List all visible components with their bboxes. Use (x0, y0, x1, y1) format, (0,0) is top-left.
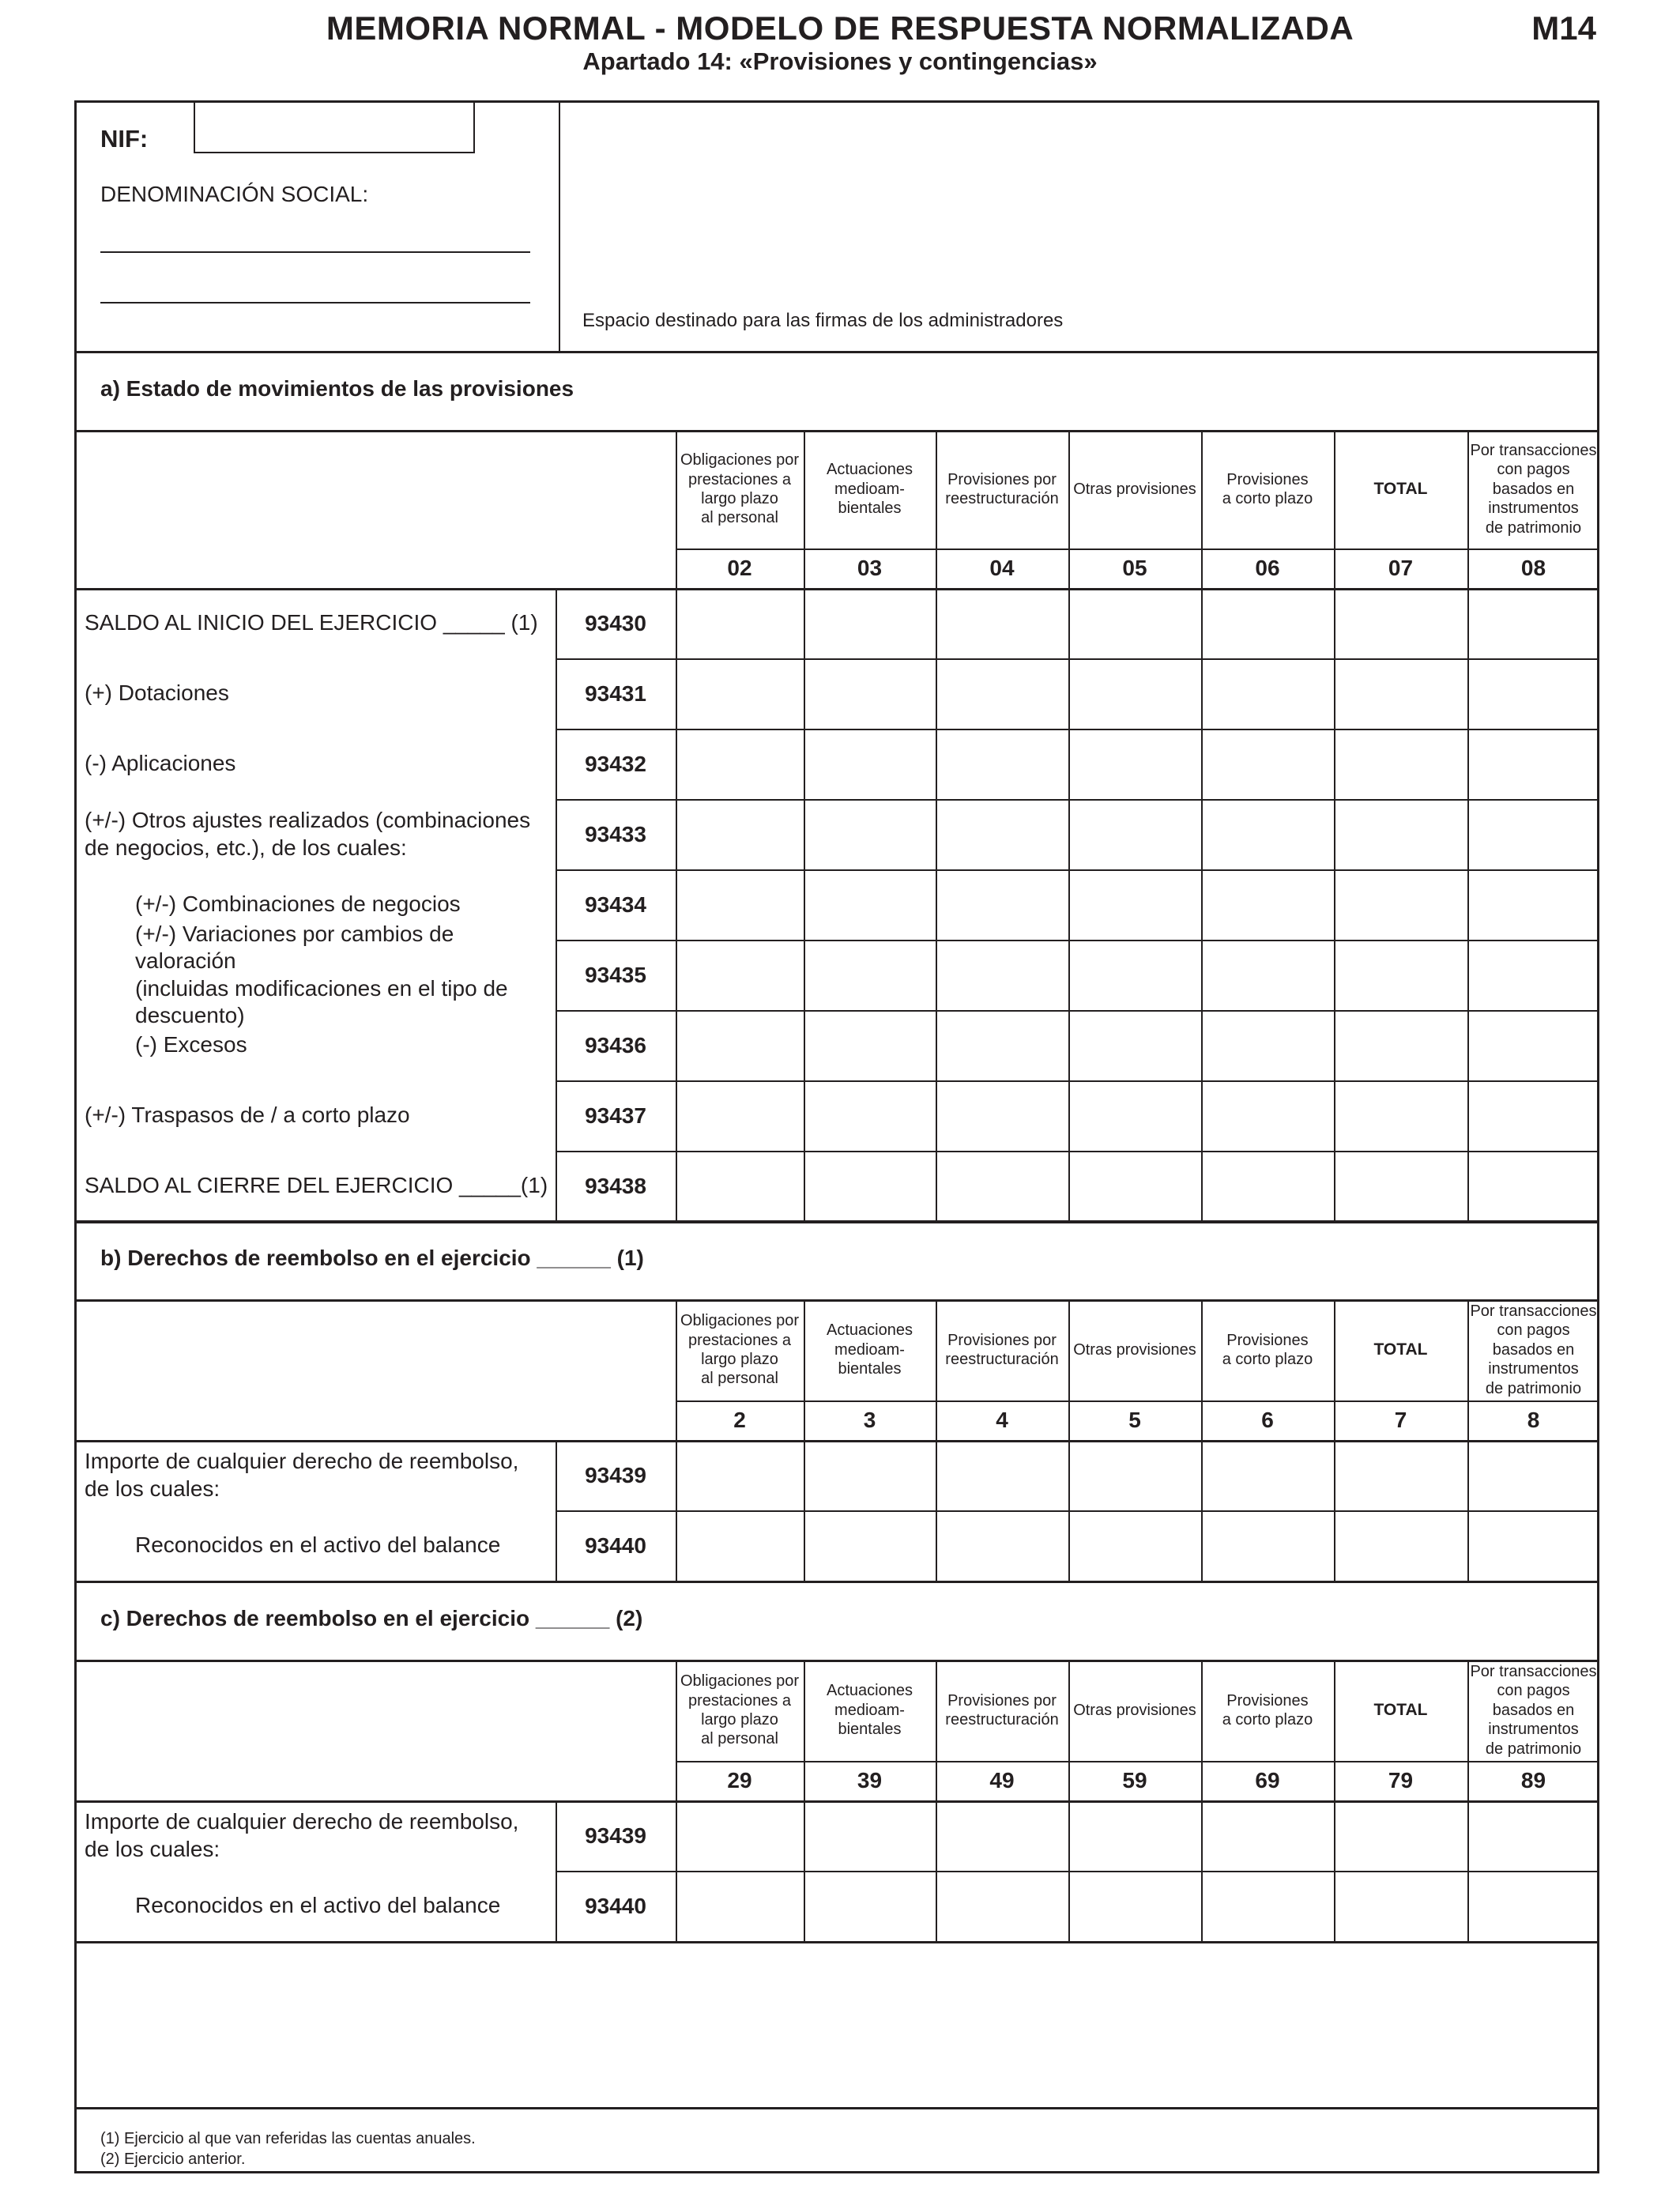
section-c-col-divider-0 (676, 1660, 677, 1941)
section-a-row-divider-1 (556, 658, 1599, 660)
section-b-col-number-5: 6 (1261, 1408, 1274, 1432)
section-b-cell-93440-col-2[interactable] (804, 1510, 936, 1581)
section-b-col-header-1: Obligaciones por prestaciones a largo plazo al personal (680, 1312, 800, 1388)
section-a-cell-93430-col-5[interactable] (1201, 588, 1334, 658)
section-a-cell-93436-col-4[interactable] (1068, 1010, 1201, 1080)
section-c-title: c) Derechos de reembolso en el ejercicio ______ (2) (100, 1606, 643, 1630)
section-c-number-row-top (676, 1761, 1599, 1762)
section-a-col-number-3: 04 (989, 556, 1015, 580)
section-a-row-label-93437: (+/-) Traspasos de / a corto plazo (85, 1103, 410, 1128)
section-a-cell-93433-col-7[interactable] (1467, 799, 1599, 869)
section-a-col-divider-6 (1467, 430, 1469, 1221)
section-a-cell-93436-col-6[interactable] (1334, 1010, 1467, 1080)
section-a-cell-93433-col-4[interactable] (1068, 799, 1201, 869)
section-a-row-code-93437: 93437 (585, 1103, 646, 1128)
section-a-row-divider-5 (556, 940, 1599, 941)
section-b-row-code-93440: 93440 (585, 1532, 646, 1558)
section-c-col-divider-1 (804, 1660, 805, 1941)
section-a-col-divider-4 (1201, 430, 1203, 1221)
section-c-row-label-93440: Reconocidos en el activo del balance (135, 1893, 501, 1918)
section-a-col-divider-3 (1068, 430, 1070, 1221)
section-c-col-number-7: 89 (1520, 1768, 1546, 1793)
section-a-cell-93433-col-2[interactable] (804, 799, 936, 869)
section-a-cell-93435-col-5[interactable] (1201, 940, 1334, 1010)
section-c-col-divider-6 (1467, 1660, 1469, 1941)
section-c-cell-93439-col-5[interactable] (1201, 1800, 1334, 1871)
section-b-col-number-6: 7 (1394, 1408, 1407, 1432)
section-a-col-header-1: Obligaciones por prestaciones a largo plazo al personal (680, 451, 800, 527)
section-a-cell-93436-col-3[interactable] (936, 1010, 1068, 1080)
section-c-row-label-93439: Importe de cualquier derecho de reembolso, de los cuales: (85, 1809, 519, 1861)
section-a-row-divider-4 (556, 869, 1599, 871)
section-a-col-divider-5 (1334, 430, 1335, 1221)
section-a-title: a) Estado de movimientos de las provisiones (100, 376, 574, 401)
section-c-col-number-3: 49 (989, 1768, 1015, 1793)
section-a-cell-93434-col-3[interactable] (936, 869, 1068, 940)
section-a-col-divider-0 (676, 430, 677, 1221)
section-a-cell-93438-col-6[interactable] (1334, 1151, 1467, 1221)
form-frame (74, 100, 1599, 2173)
section-b-col-header-3: Provisiones por reestructuración (945, 1331, 1059, 1368)
section-a-col-number-5: 06 (1255, 556, 1280, 580)
section-a-row-code-93435: 93435 (585, 962, 646, 987)
section-a-cell-93431-col-6[interactable] (1334, 658, 1467, 729)
section-b-cell-93440-col-5[interactable] (1201, 1510, 1334, 1581)
section-a-row-divider-8 (556, 1151, 1599, 1152)
denominacion-line-1[interactable] (100, 251, 530, 253)
section-b-cell-93439-col-7[interactable] (1467, 1440, 1599, 1510)
section-a-row-code-93434: 93434 (585, 892, 646, 917)
section-b-cell-93439-col-2[interactable] (804, 1440, 936, 1510)
section-a-row-code-93436: 93436 (585, 1032, 646, 1057)
section-a-cell-93433-col-3[interactable] (936, 799, 1068, 869)
section-a-row-label-93430: SALDO AL INICIO DEL EJERCICIO _____ (1) (85, 610, 538, 635)
section-c-row-divider-1 (556, 1871, 1599, 1872)
section-a-row-code-93431: 93431 (585, 680, 646, 706)
section-a-cell-93431-col-3[interactable] (936, 658, 1068, 729)
section-a-row-divider-6 (556, 1010, 1599, 1012)
section-a-cell-93435-col-6[interactable] (1334, 940, 1467, 1010)
section-c-col-number-2: 39 (857, 1768, 883, 1793)
section-a-cell-93432-col-3[interactable] (936, 729, 1068, 799)
section-c-code-col-left (556, 1800, 557, 1941)
section-b-cell-93439-col-3[interactable] (936, 1440, 1068, 1510)
section-b-col-number-3: 4 (996, 1408, 1008, 1432)
section-a-row-code-93430: 93430 (585, 610, 646, 635)
section-a-row-label-93433: (+/-) Otros ajustes realizados (combinaciones de negocios, etc.), de los cuales: (85, 808, 531, 860)
section-a-cell-93434-col-6[interactable] (1334, 869, 1467, 940)
nif-input[interactable] (194, 103, 475, 153)
section-b-col-divider-4 (1201, 1299, 1203, 1581)
section-b-col-header-7: Por transacciones con pagos basados en instrumentos de patrimonio (1470, 1302, 1597, 1397)
section-a-col-header-5: Provisiones a corto plazo (1222, 470, 1313, 507)
section-c-col-header-6: TOTAL (1373, 1701, 1428, 1720)
section-b-col-number-4: 5 (1128, 1408, 1141, 1432)
section-a-row-code-93438: 93438 (585, 1173, 646, 1198)
section-c-cell-93440-col-1[interactable] (676, 1871, 804, 1941)
section-a-cell-93433-col-5[interactable] (1201, 799, 1334, 869)
section-a-cell-93436-col-2[interactable] (804, 1010, 936, 1080)
section-a-row-label-93435: (+/-) Variaciones por cambios de valoración (incluidas modificaciones en el tipo de descuento) (135, 922, 508, 1027)
section-c-cell-93440-col-7[interactable] (1467, 1871, 1599, 1941)
section-c-col-header-2: Actuaciones medioam- bientales (827, 1682, 913, 1739)
section-b-col-number-7: 8 (1527, 1408, 1540, 1432)
section-a-top-border (77, 351, 1599, 353)
footnote-separator (77, 2107, 1599, 2109)
section-a-cell-93432-col-7[interactable] (1467, 729, 1599, 799)
section-a-cell-93432-col-4[interactable] (1068, 729, 1201, 799)
section-c-cell-93440-col-2[interactable] (804, 1871, 936, 1941)
section-a-col-number-6: 07 (1388, 556, 1414, 580)
section-a-col-number-2: 03 (857, 556, 883, 580)
section-a-row-label-93436: (-) Excesos (135, 1032, 247, 1057)
section-b-cell-93439-col-4[interactable] (1068, 1440, 1201, 1510)
section-c-col-number-4: 59 (1122, 1768, 1147, 1793)
section-c-cell-93440-col-6[interactable] (1334, 1871, 1467, 1941)
section-b-cell-93440-col-6[interactable] (1334, 1510, 1467, 1581)
section-a-cell-93438-col-3[interactable] (936, 1151, 1068, 1221)
section-b-row-label-93439: Importe de cualquier derecho de reembolso, de los cuales: (85, 1449, 519, 1501)
section-a-cell-93437-col-4[interactable] (1068, 1080, 1201, 1151)
section-a-cell-93436-col-5[interactable] (1201, 1010, 1334, 1080)
section-b-cell-93440-col-4[interactable] (1068, 1510, 1201, 1581)
nif-label: NIF: (100, 125, 149, 153)
section-a-row-divider-3 (556, 799, 1599, 801)
section-a-cell-93434-col-7[interactable] (1467, 869, 1599, 940)
section-b-col-header-2: Actuaciones medioam- bientales (827, 1321, 913, 1378)
section-a-cell-93430-col-3[interactable] (936, 588, 1068, 658)
section-a-cell-93431-col-5[interactable] (1201, 658, 1334, 729)
section-a-code-col-left (556, 588, 557, 1221)
section-a-cell-93435-col-2[interactable] (804, 940, 936, 1010)
section-c-col-number-6: 79 (1388, 1768, 1414, 1793)
section-a-col-number-4: 05 (1122, 556, 1147, 580)
section-b-col-header-6: TOTAL (1373, 1340, 1428, 1359)
section-b-cell-93440-col-1[interactable] (676, 1510, 804, 1581)
section-b-col-divider-1 (804, 1299, 805, 1581)
section-a-col-header-3: Provisiones por reestructuración (945, 470, 1059, 507)
section-a-cell-93434-col-1[interactable] (676, 869, 804, 940)
denominacion-line-2[interactable] (100, 302, 530, 303)
denominacion-label: DENOMINACIÓN SOCIAL: (100, 182, 369, 206)
section-a-cell-93432-col-1[interactable] (676, 729, 804, 799)
section-a-cell-93438-col-2[interactable] (804, 1151, 936, 1221)
section-b-col-divider-5 (1334, 1299, 1335, 1581)
section-a-number-row-top (676, 548, 1599, 550)
section-b-code-col-left (556, 1440, 557, 1581)
section-a-row-label-93431: (+) Dotaciones (85, 680, 229, 706)
section-c-col-divider-5 (1334, 1660, 1335, 1941)
section-a-cell-93432-col-2[interactable] (804, 729, 936, 799)
section-a-row-code-93432: 93432 (585, 751, 646, 776)
page-title: MEMORIA NORMAL - MODELO DE RESPUESTA NORMALIZADA (326, 9, 1354, 47)
section-a-cell-93434-col-2[interactable] (804, 869, 936, 940)
section-a-cell-93433-col-1[interactable] (676, 799, 804, 869)
section-a-cell-93431-col-2[interactable] (804, 658, 936, 729)
section-b-cell-93440-col-7[interactable] (1467, 1510, 1599, 1581)
section-a-cell-93438-col-7[interactable] (1467, 1151, 1599, 1221)
section-a-row-code-93433: 93433 (585, 821, 646, 846)
form-code: M14 (1531, 9, 1596, 47)
section-a-cell-93437-col-1[interactable] (676, 1080, 804, 1151)
section-a-row-divider-2 (556, 729, 1599, 730)
section-c-col-divider-2 (936, 1660, 937, 1941)
footnotes (100, 2128, 476, 2169)
section-a-col-header-2: Actuaciones medioam- bientales (827, 461, 913, 518)
section-c-col-header-5: Provisiones a corto plazo (1222, 1691, 1313, 1728)
section-a-cell-93437-col-2[interactable] (804, 1080, 936, 1151)
section-a-row-label-93432: (-) Aplicaciones (85, 751, 236, 776)
section-a-col-header-7: Por transacciones con pagos basados en instrumentos de patrimonio (1470, 442, 1597, 537)
section-a-cell-93433-col-6[interactable] (1334, 799, 1467, 869)
section-b-row-code-93439: 93439 (585, 1462, 646, 1487)
section-c-col-header-3: Provisiones por reestructuración (945, 1691, 1059, 1728)
section-a-cell-93437-col-7[interactable] (1467, 1080, 1599, 1151)
section-a-cell-93431-col-4[interactable] (1068, 658, 1201, 729)
section-c-col-number-1: 29 (727, 1768, 752, 1793)
section-b-col-divider-0 (676, 1299, 677, 1581)
section-a-cell-93437-col-6[interactable] (1334, 1080, 1467, 1151)
section-a-col-number-1: 02 (727, 556, 752, 580)
section-b-cell-93439-col-6[interactable] (1334, 1440, 1467, 1510)
section-c-bottom-border (77, 1941, 1599, 1943)
firmas-caption: Espacio destinado para las firmas de los administradores (582, 310, 1064, 331)
section-c-row-code-93440: 93440 (585, 1893, 646, 1918)
section-b-col-divider-6 (1467, 1299, 1469, 1581)
section-a-cell-93431-col-7[interactable] (1467, 658, 1599, 729)
section-b-col-divider-3 (1068, 1299, 1070, 1581)
section-c-col-header-1: Obligaciones por prestaciones a largo plazo al personal (680, 1672, 800, 1748)
section-a-cell-93436-col-7[interactable] (1467, 1010, 1599, 1080)
section-b-col-header-4: Otras provisiones (1073, 1340, 1196, 1359)
section-c-col-number-5: 69 (1255, 1768, 1280, 1793)
section-a-cell-93435-col-7[interactable] (1467, 940, 1599, 1010)
section-c-cell-93439-col-2[interactable] (804, 1800, 936, 1871)
section-a-cell-93430-col-1[interactable] (676, 588, 804, 658)
section-a-cell-93435-col-4[interactable] (1068, 940, 1201, 1010)
section-a-cell-93430-col-6[interactable] (1334, 588, 1467, 658)
section-a-cell-93430-col-7[interactable] (1467, 588, 1599, 658)
section-b-row-divider-1 (556, 1510, 1599, 1512)
section-a-row-label-93434: (+/-) Combinaciones de negocios (135, 892, 461, 917)
section-b-row-label-93440: Reconocidos en el activo del balance (135, 1532, 501, 1558)
section-a-cell-93437-col-5[interactable] (1201, 1080, 1334, 1151)
section-a-cell-93435-col-1[interactable] (676, 940, 804, 1010)
section-a-cell-93438-col-4[interactable] (1068, 1151, 1201, 1221)
section-c-cell-93439-col-3[interactable] (936, 1800, 1068, 1871)
section-b-top-border (77, 1220, 1599, 1223)
section-a-cell-93432-col-6[interactable] (1334, 729, 1467, 799)
section-a-col-header-4: Otras provisiones (1073, 480, 1196, 498)
section-a-row-divider-7 (556, 1080, 1599, 1082)
section-c-cell-93440-col-5[interactable] (1201, 1871, 1334, 1941)
section-a-row-label-93438: SALDO AL CIERRE DEL EJERCICIO _____(1) (85, 1173, 548, 1198)
section-a-col-divider-2 (936, 430, 937, 1221)
section-b-cell-93439-col-1[interactable] (676, 1440, 804, 1510)
section-c-cell-93439-col-4[interactable] (1068, 1800, 1201, 1871)
section-b-title: b) Derechos de reembolso en el ejercicio ______ (1) (100, 1246, 644, 1270)
section-a-cell-93438-col-1[interactable] (676, 1151, 804, 1221)
section-c-row-code-93439: 93439 (585, 1823, 646, 1848)
section-b-cell-93440-col-3[interactable] (936, 1510, 1068, 1581)
section-b-col-divider-2 (936, 1299, 937, 1581)
section-c-col-divider-4 (1201, 1660, 1203, 1941)
section-a-cell-93434-col-5[interactable] (1201, 869, 1334, 940)
section-a-col-header-6: TOTAL (1373, 480, 1428, 499)
section-c-cell-93439-col-1[interactable] (676, 1800, 804, 1871)
page-subtitle: Apartado 14: «Provisiones y contingencias» (582, 47, 1098, 75)
section-b-col-header-5: Provisiones a corto plazo (1222, 1331, 1313, 1368)
section-a-col-divider-1 (804, 430, 805, 1221)
section-a-cell-93434-col-4[interactable] (1068, 869, 1201, 940)
section-a-cell-93430-col-2[interactable] (804, 588, 936, 658)
section-c-cell-93440-col-4[interactable] (1068, 1871, 1201, 1941)
section-b-col-number-2: 3 (863, 1408, 876, 1432)
section-b-number-row-top (676, 1400, 1599, 1402)
section-a-cell-93432-col-5[interactable] (1201, 729, 1334, 799)
section-a-cell-93430-col-4[interactable] (1068, 588, 1201, 658)
section-a-cell-93437-col-3[interactable] (936, 1080, 1068, 1151)
section-a-col-number-7: 08 (1520, 556, 1546, 580)
section-c-col-header-4: Otras provisiones (1073, 1701, 1196, 1719)
section-c-cell-93439-col-7[interactable] (1467, 1800, 1599, 1871)
section-c-cell-93440-col-3[interactable] (936, 1871, 1068, 1941)
section-c-col-header-7: Por transacciones con pagos basados en instrumentos de patrimonio (1470, 1663, 1597, 1758)
section-a-cell-93436-col-1[interactable] (676, 1010, 804, 1080)
section-b-col-number-1: 2 (733, 1408, 746, 1432)
section-b-cell-93439-col-5[interactable] (1201, 1440, 1334, 1510)
section-a-cell-93431-col-1[interactable] (676, 658, 804, 729)
section-c-col-divider-3 (1068, 1660, 1070, 1941)
footnote-1: (1) Ejercicio al que van referidas las cuentas anuales. (100, 2130, 476, 2147)
section-c-cell-93439-col-6[interactable] (1334, 1800, 1467, 1871)
firmas-area[interactable] (560, 103, 1599, 350)
footnote-2: (2) Ejercicio anterior. (100, 2151, 246, 2168)
section-a-cell-93435-col-3[interactable] (936, 940, 1068, 1010)
section-c-top-border (77, 1581, 1599, 1583)
section-a-cell-93438-col-5[interactable] (1201, 1151, 1334, 1221)
